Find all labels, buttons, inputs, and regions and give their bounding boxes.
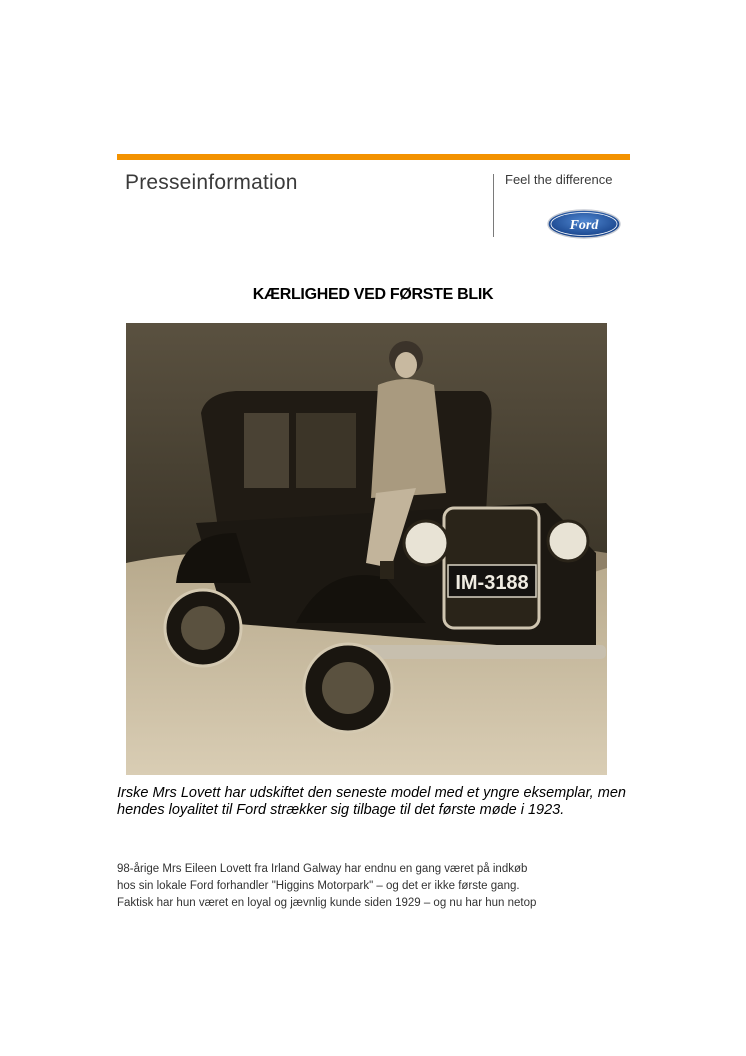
page-title: Presseinformation xyxy=(125,171,298,194)
body-line: hos sin lokale Ford forhandler "Higgins Motorpark" – og det er ikke første gang. xyxy=(117,880,520,892)
brand-tagline: Feel the difference xyxy=(505,172,613,187)
body-line: Faktisk har hun været en loyal og jævnlig kunde siden 1929 – og nu har hun netop xyxy=(117,897,537,909)
body-text xyxy=(117,861,627,912)
ford-logo-text: Ford xyxy=(569,218,599,233)
ford-logo xyxy=(547,209,621,239)
vintage-car-photo xyxy=(126,323,607,775)
header-accent-bar xyxy=(117,154,630,160)
header-divider xyxy=(493,174,494,237)
photo-caption: Irske Mrs Lovett har udskiftet den seneste model med et yngre eksemplar, men hendes loyalitet til Ford strækker sig tilbage til det første møde i 1923. xyxy=(117,785,626,818)
headline: KÆRLIGHED VED FØRSTE BLIK xyxy=(252,286,494,303)
license-plate-text: IM-3188 xyxy=(455,572,529,594)
body-line: 98-årige Mrs Eileen Lovett fra Irland Galway har endnu en gang været på indkøb xyxy=(117,863,528,875)
